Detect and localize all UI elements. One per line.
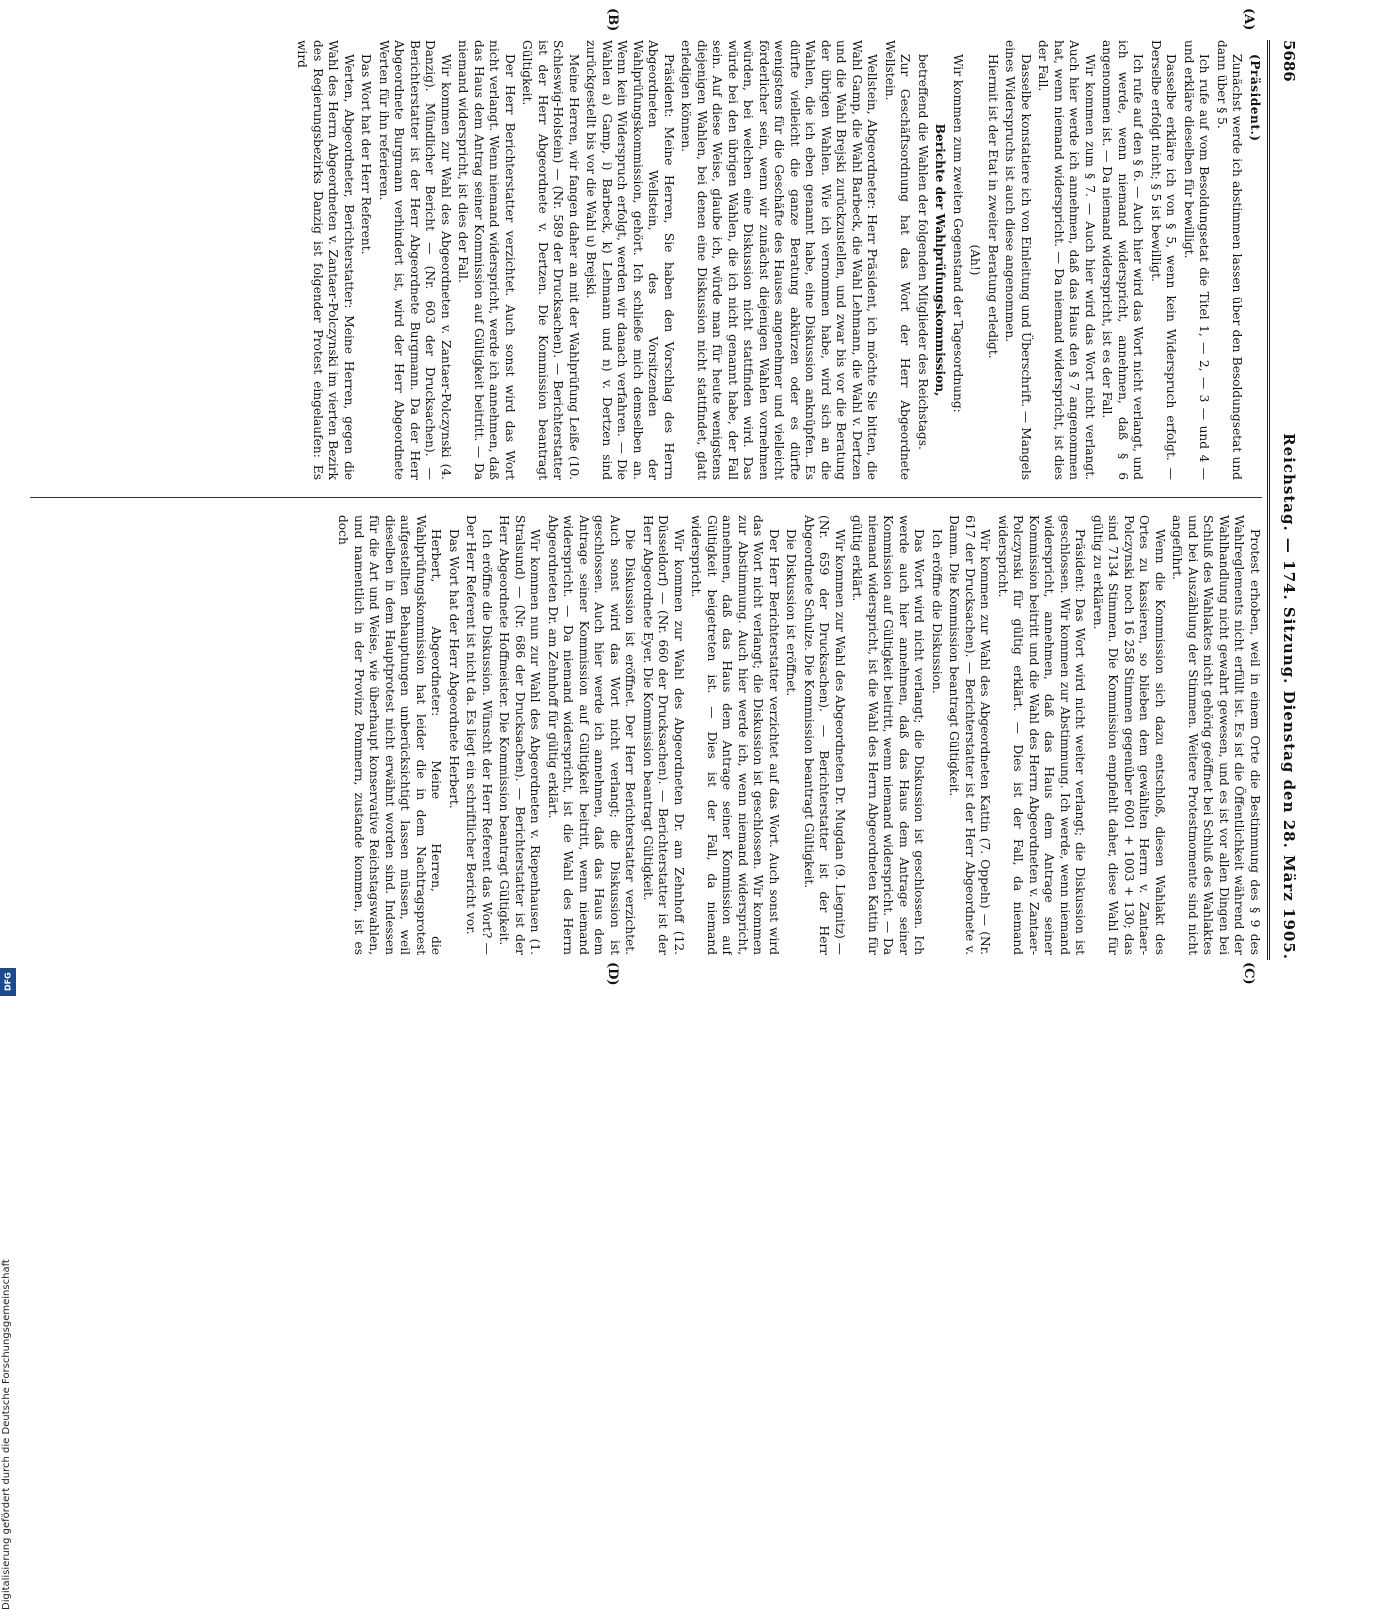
left-column-paragraph: Wir kommen zum zweiten Gegenstand der Tagesordnung: <box>951 54 965 413</box>
right-column-paragraph: Protest erhoben, weil in einem Orte die Bestimmung des § 9 des Wahlreglements nicht erfüllt ist. Es ist die Öffentlichkeit während der Wahlhandlung nicht gewahrt gewesen, und es ist vor allen Dingen bei Schluß des Wahlaktes nicht gehörig geöffnet bei Schluß des Wahlaktes und bei Auszählung der Stimmen. Weitere Protestmomente sind nicht angeführt. <box>1170 515 1262 955</box>
right-column-paragraph: Ich eröffne die Diskussion. Wünscht der Herr Referent das Wort? — Der Herr Referent ist nicht da. Es liegt ein schriftlicher Bericht vor. <box>464 515 494 955</box>
right-column-paragraph: Wir kommen zur Wahl des Abgeordneten Dr. am Zehnhoff (12. Düsseldorf) — (Nr. 660 der Drucksachen). — Berichterstatter ist der Herr Abgeordnete Eyer. Die Kommission beantragt Gültigkeit. <box>641 515 686 955</box>
right-column-paragraph: Wir kommen zur Wahl des Abgeordneten Dr. Mugdan (9. Liegnitz) — (Nr. 659 der Drucksachen). — Berichterstatter ist der Herr Abgeordnete Schulze. Die Kommission beantragt Gültigkeit. <box>802 515 847 955</box>
left-column-paragraph: Das Wort hat der Herr Referent. <box>359 54 374 255</box>
left-column-paragraph: Wellstein, Abgeordneter: Herr Präsident, ich möchte Sie bitten, die Wahl Gamp, die Wahl Barbeck, die Wahl Lehmann, die Wahl v. Dertzen und die Wahl Brejski zurückzustellen, und zwar bis vor die Beratung der übrigen Wahlen. Wie ich vernommen habe, wird sich an die Wahlen, die ich eben genannt habe, eine Diskussion anknüpfen. Es dürfte vielleicht die ganze Beratung abkürzen oder es dürfte wenigstens für die Geschäfte des Hauses angenehmer und vielleicht förderlicher sein, wenn wir zunächst diejenigen Wahlen vornehmen würden, bei welchen eine Diskussion nicht stattfinden wird. Das würde bei den übrigen Wahlen, die ich nicht genannt habe, der Fall sein. Auf diese Weise, glaube ich, würde man für heute wenigstens diejenigen Wahlen, bei denen eine Diskussion nicht stattfindet, glatt erledigen können. <box>679 40 880 480</box>
column-divider <box>30 497 1262 498</box>
left-column-paragraph: Meine Herren, wir fangen daher an mit der Wahlprüfung Leiße (10. Schleswig-Holstein) — (Nr. 589 der Drucksachen). — Berichterstatter ist der Herr Abgeordnete v. Dertzen. Die Kommission beantragt Gültigkeit. <box>520 40 581 480</box>
margin-marker-d: (D) <box>605 962 620 986</box>
left-column-paragraph: Dasselbe erkläre ich von § 5, wenn kein Widerspruch erfolgt. — Derselbe erfolgt nicht; § 5 ist bewilligt. <box>1149 40 1179 480</box>
left-column-paragraph: Wir kommen zum § 7. — Auch hier wird das Wort nicht verlangt. Auch hier werde ich annehmen, daß das Haus den § 7 angenommen hat, wenn niemand widerspricht. — Da niemand widerspricht, ist dies der Fall. <box>1036 40 1097 480</box>
left-column-paragraph: Zur Geschäftsordnung hat das Wort der Herr Abgeordnete Wellstein. <box>883 40 913 480</box>
right-column-paragraph: Das Wort wird nicht verlangt; die Diskussion ist geschlossen. Ich werde auch hier annehmen, daß das Haus dem Antrage seiner Kommission auf Gültigkeit beitritt, wenn niemand widerspricht. — Da niemand widerspricht, ist die Wahl des Herrn Abgeordneten Kattin für gültig erklärt. <box>850 515 927 955</box>
left-column-paragraph: Ich rufe auf den § 6. — Auch hier wird das Wort nicht verlangt, und ich werde, wenn niemand widerspricht, annehmen, daß § 6 angenommen ist. — Da niemand widerspricht, ist es der Fall. <box>1100 40 1146 480</box>
right-column <box>20 515 1262 955</box>
page-header <box>1272 40 1298 960</box>
left-column-paragraph: (Präsident.) <box>1248 54 1262 142</box>
margin-marker-c: (C) <box>1241 962 1256 985</box>
left-column-paragraph: Berichte der Wahlprüfungskommission, <box>933 123 948 397</box>
right-column-paragraph: Wenn die Kommission sich dazu entschloß, diesen Wahlakt des Ortes zu kassieren, so blieben dem gewählten Herrn v. Zantaer-Polczynski noch 16 258 Stimmen gegenüber 6001 + 1003 + 130; das sind 7134 Stimmen. Die Kommission empfiehlt daher, diese Wahl für gültig zu erklären. <box>1091 515 1167 955</box>
digitization-note: Digitalisierung gefördert durch die Deutsche Forschungsgemeinschaft <box>1 1259 12 1610</box>
page-number: 5686 <box>1280 40 1298 82</box>
left-column-paragraph: Hiermit ist der Etat in zweiter Beratung erledigt. <box>986 54 1000 359</box>
left-column-paragraph: Zunächst werde ich abstimmen lassen über den Besoldungsetat und dann über § 5. <box>1215 40 1245 480</box>
right-column-paragraph: Der Herr Berichterstatter verzichtet auf das Wort. Auch sonst wird das Wort nicht verlangt; die Diskussion ist geschlossen. Wir kommen zur Abstimmung. Auch hier werde ich, wenn niemand widerspricht, annehmen, daß das Haus dem Antrage seiner Kommission auf Gültigkeit beigetreten ist. — Dies ist der Fall, da niemand widerspricht. <box>689 515 781 955</box>
dfg-logo: DFG <box>0 968 16 996</box>
left-column-paragraph: Wir kommen zur Wahl des Abgeordneten v. Zantaer-Polczynski (4. Danzig). Mündlicher Bericht — (Nr. 603 der Drucksachen). — Berichterstatter ist der Herr Abgeordnete Burgmann. Da der Herr Abgeordnete Burgmann verhindert ist, wird der Herr Abgeordnete Werten für ihn referieren. <box>377 40 453 480</box>
left-column-paragraph: Präsident: Meine Herren, Sie haben den Vorschlag des Herrn Abgeordneten Wellstein, des Vorsitzenden der Wahlprüfungskommission, gehört. Ich schließe mich demselben an. Wenn kein Widerspruch erfolgt, werden wir danach verfahren. — Die Wahlen a) Gamp, i) Barbeck, k) Lehmann und n) v. Dertzen sind zurückgestellt bis vor die Wahl u) Brejski. <box>584 40 676 480</box>
right-column-paragraph: Ich eröffne die Diskussion. <box>930 529 944 694</box>
header-rule <box>1267 40 1270 960</box>
page-title: Reichstag. — 174. Sitzung. Dienstag den 28. März 1905. <box>1280 433 1298 960</box>
margin-marker-b: (B) <box>605 8 620 32</box>
right-column-paragraph: Die Diskussion ist eröffnet. <box>784 529 799 697</box>
right-column-paragraph: Wir kommen zur Wahl des Abgeordneten Kattin (7. Oppeln) — (Nr. 617 der Drucksachen). — Berichterstatter ist der Herr Abgeordnete v. Damm. Die Kommission beantragt Gültigkeit. <box>947 515 993 955</box>
left-column-paragraph: betreffend die Wahlen der folgenden Mitglieder des Reichstags. <box>916 54 930 450</box>
left-column-paragraph: Der Herr Berichterstatter verzichtet. Auch sonst wird das Wort nicht verlangt. Wenn niemand widerspricht, werde ich annehmen, daß das Haus dem Antrag seiner Kommission auf Gültigkeit beitritt. — Da niemand widerspricht, ist dies der Fall. <box>456 40 517 480</box>
right-column-paragraph: Präsident: Das Wort wird nicht weiter verlangt; die Diskussion ist geschlossen. Wir kommen zur Abstimmung. Ich werde, wenn niemand widerspricht, annehmen, daß das Haus dem Antrage seiner Kommission beitritt und die Wahl des Herrn Abgeordneten v. Zantaer-Polczynski für gültig erklärt. — Dies ist der Fall, da niemand widerspricht. <box>996 515 1088 955</box>
left-column-paragraph: Dasselbe konstatiere ich von Einleitung und Überschrift. — Mangels eines Widerspruchs ist auch diese angenommen. <box>1003 40 1033 480</box>
right-column-paragraph: Das Wort hat der Herr Abgeordnete Herbert. <box>447 529 461 809</box>
left-column-paragraph: Werten, Abgeordneter, Berichterstatter: Meine Herren, gegen die Wahl des Herrn Abgeordneten v. Zantaer-Polczynski im vierten Bezirk des Regierungsbezirks Danzig ist folgender Protest eingelaufen: Es wird <box>295 40 356 480</box>
left-column <box>20 40 1262 480</box>
right-column-paragraph: Die Diskussion ist eröffnet. Der Herr Berichterstatter verzichtet. Auch sonst wird das Wort nicht verlangt; die Diskussion ist geschlossen. Auch hier werde ich annehmen, daß das Haus dem Antrage seiner Kommission auf Gültigkeit beitritt, wenn niemand widerspricht. — Da niemand widerspricht, ist die Wahl des Herrn Abgeordneten Dr. am Zehnhoff für gültig erklärt. <box>546 515 638 955</box>
left-column-paragraph: (Ah!) <box>968 244 983 276</box>
right-column-paragraph: Wir kommen nun zur Wahl des Abgeordneten v. Riepenhausen (1. Stralsund) — (Nr. 686 der Drucksachen). — Berichterstatter ist der Herr Abgeordnete Hoffmeister. Die Kommission beantragt Gültigkeit. <box>497 515 543 955</box>
right-column-paragraph: Herbert, Abgeordneter: Meine Herren, die Wahlprüfungskommission hat leider die in dem Nachtragsprotest aufgestellten Behauptungen unberücksichtigt lassen müssen, weil dieselben in dem Hauptprotest nicht erwähnt worden sind. Indessen für die Art und Weise, wie überhaupt konservative Reichstagswahlen, und namentlich in der Provinz Pommern, zustande kommen, ist es doch <box>336 515 444 955</box>
margin-marker-a: (A) <box>1241 8 1256 31</box>
left-column-paragraph: Ich rufe auf vom Besoldungsetat die Titel 1, — 2, — 3 — und 4 — und erkläre dieselben für bewilligt. <box>1182 40 1212 480</box>
